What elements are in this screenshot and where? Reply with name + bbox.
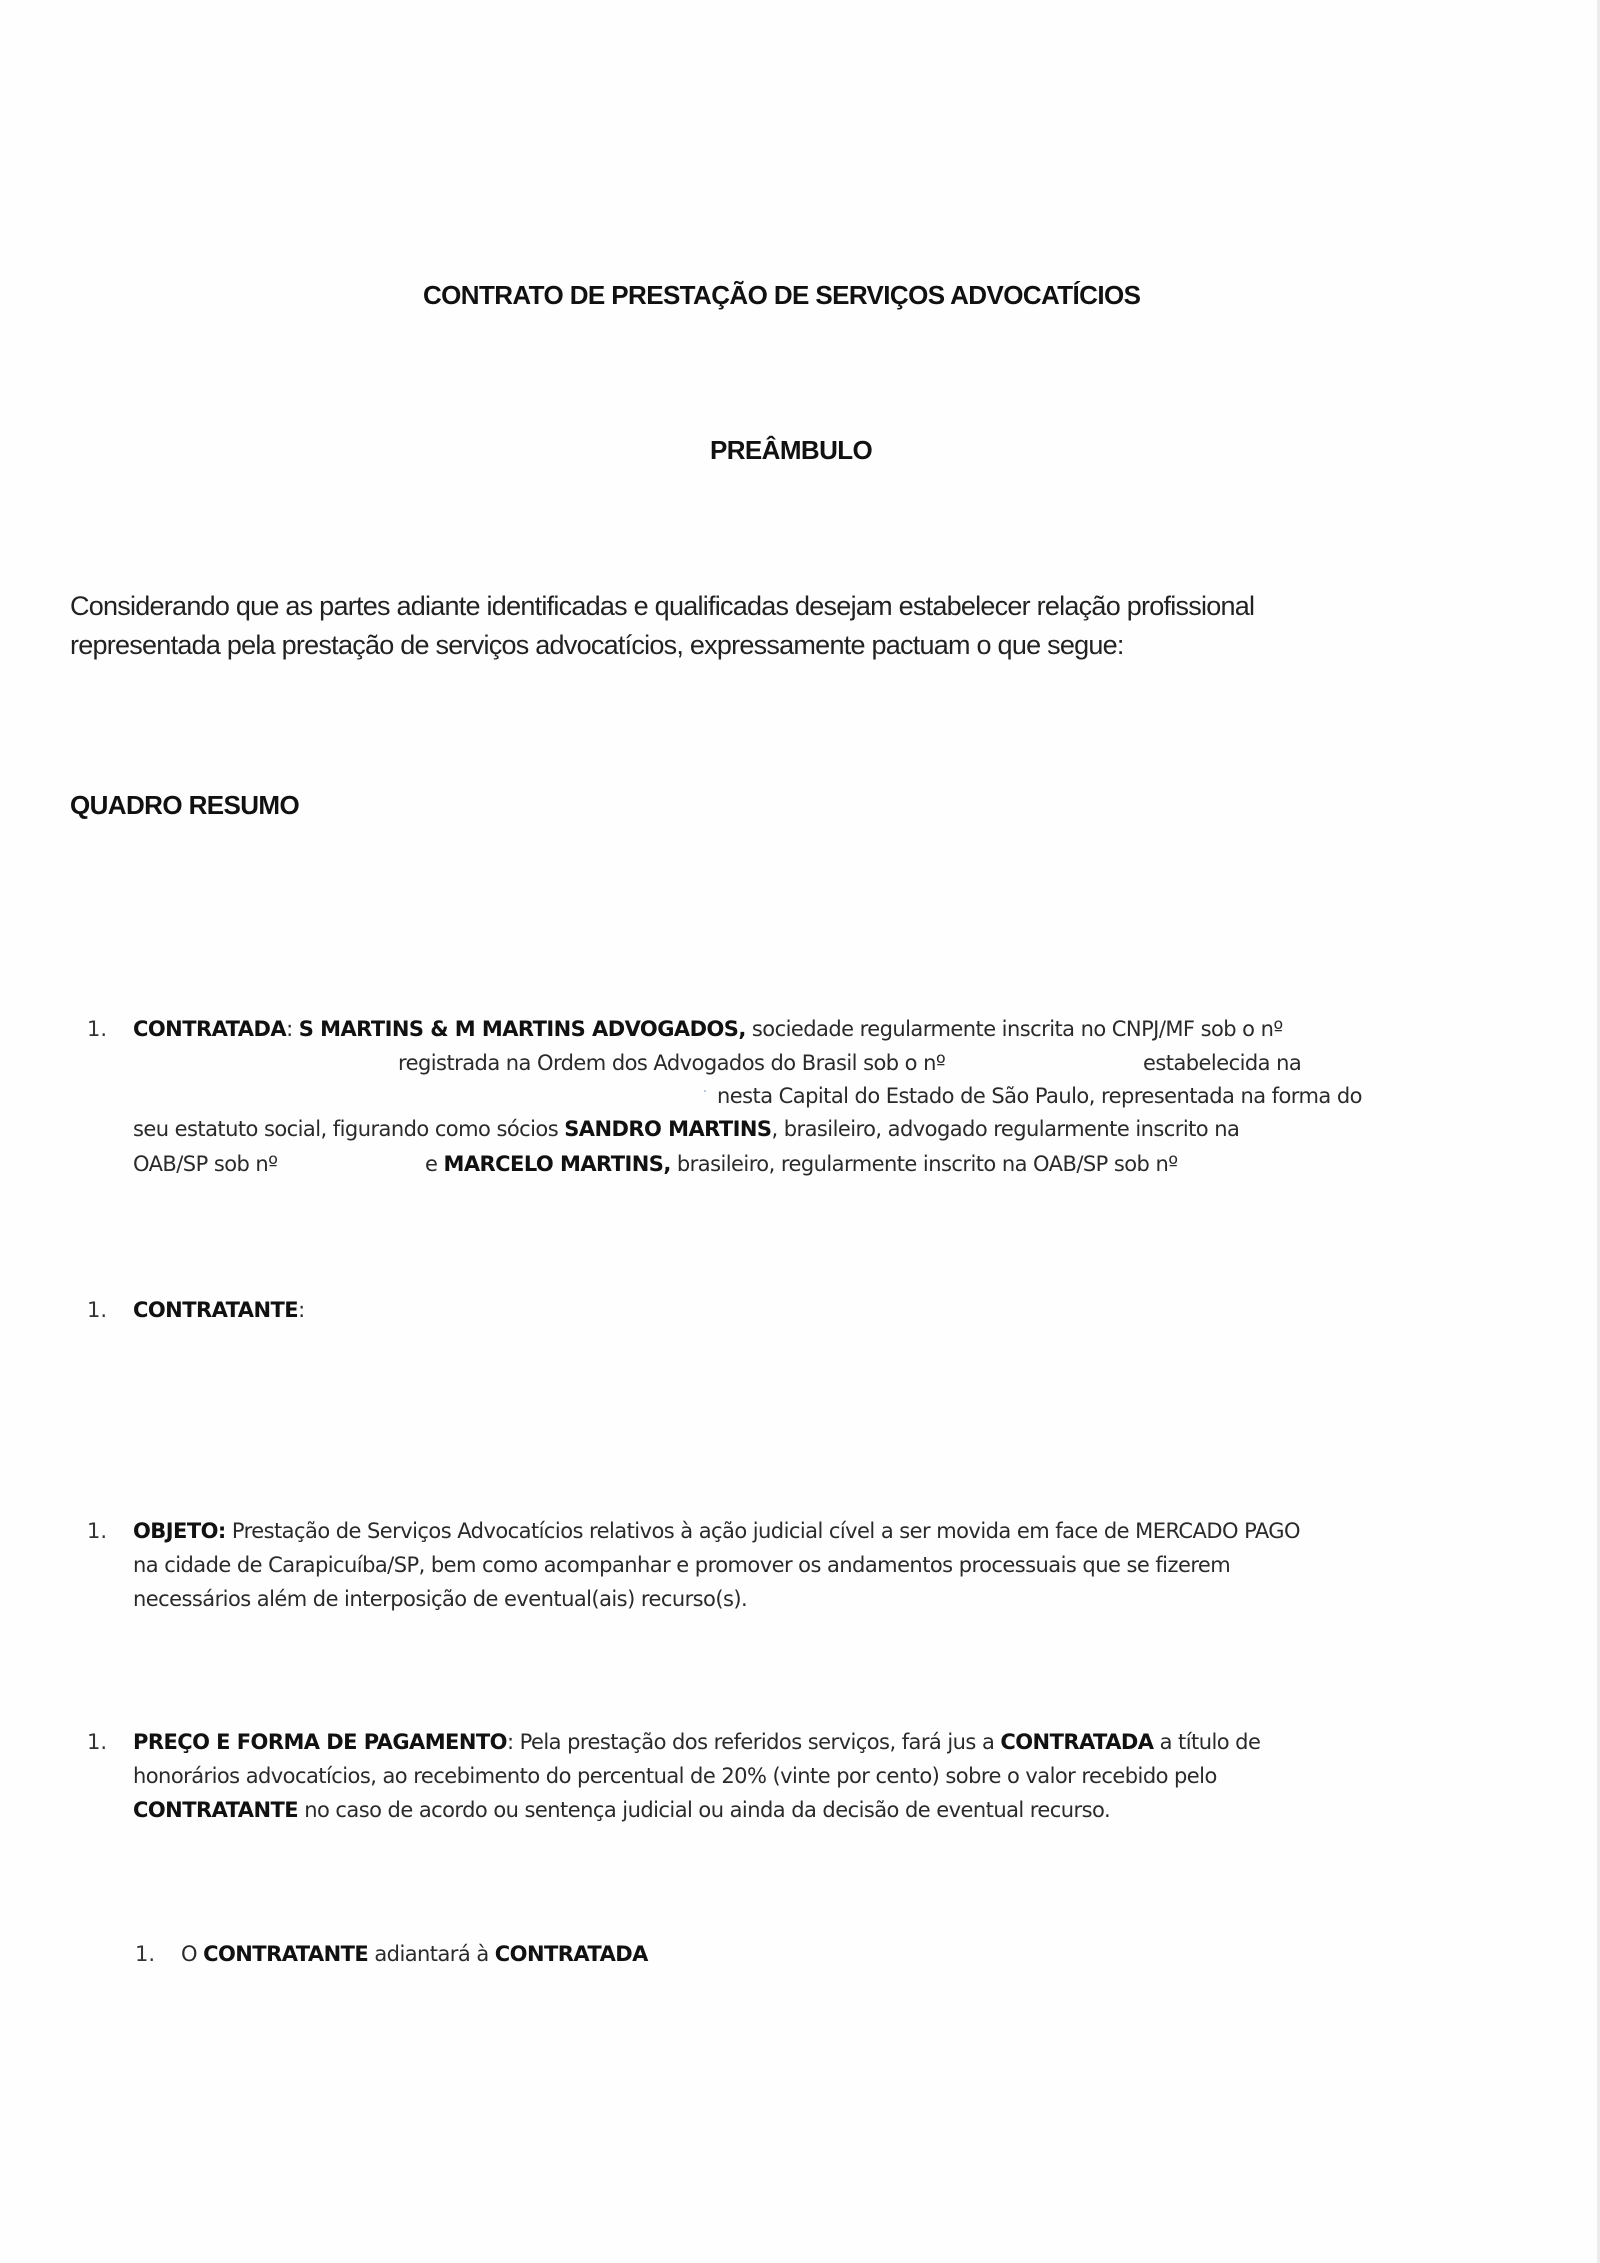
contratada-line-5a: OAB/SP sob nº [133,1152,278,1176]
objeto-line-2: na cidade de Carapicuíba/SP, bem como acompanhar e promover os andamentos processuais que se fizerem [133,1553,1231,1577]
contratada-line-2a: registrada na Ordem dos Advogados do Brasil sob o nº [398,1051,946,1075]
summary-heading: QUADRO RESUMO [70,790,300,820]
list-number: 1. [135,1942,156,1966]
intro-line-1: Considerando que as partes adiante identificadas e qualificadas desejam estabelecer relação profissional [70,591,1255,621]
adiantamento-text-a: O [181,1942,204,1966]
objeto-line-1 [133,1519,1300,1543]
contratada-line-4-text-b: , brasileiro, advogado regularmente inscrito na [771,1117,1240,1141]
list-number: 1. [87,1730,108,1754]
list-number: 1. [87,1519,108,1543]
contratada-line-1-text: sociedade regularmente inscrita no CNPJ/MF sob o nº [745,1017,1283,1041]
preco-line-3-text: no caso de acordo ou sentença judicial ou ainda da decisão de eventual recurso. [298,1798,1111,1822]
preco-contratada-bold: CONTRATADA [1000,1730,1154,1754]
contratada-line-5b [425,1152,1178,1176]
partner-name-sandro: SANDRO MARTINS [564,1117,772,1141]
contratada-line-3: nesta Capital do Estado de São Paulo, representada na forma do [717,1084,1362,1108]
partner-name-marcelo: MARCELO MARTINS, [443,1152,671,1176]
contratada-line-4 [133,1117,1239,1141]
contratada-line-4-text-a: seu estatuto social, figurando como sócios [133,1117,565,1141]
contratada-colon: : [286,1017,293,1041]
adiantamento-line [181,1942,648,1966]
preco-contratante-bold: CONTRATANTE [133,1798,299,1822]
contratante-label: CONTRATANTE [133,1298,299,1322]
preco-line-1 [133,1730,1260,1754]
preco-line-2: honorários advocatícios, ao recebimento do percentual de 20% (vinte por cento) sobre o valor recebido pelo [133,1764,1217,1788]
preco-line-1-text-b: a título de [1153,1730,1261,1754]
list-number: 1. [87,1017,108,1041]
preco-line-1-text-a: : Pela prestação dos referidos serviços, fará jus a [506,1730,1001,1754]
adiantamento-text-b: adiantará à [368,1942,495,1966]
objeto-line-1-text: Prestação de Serviços Advocatícios relativos à ação judicial cível a ser movida em face de MERCADO PAGO [225,1519,1301,1543]
preco-line-3 [133,1798,1110,1822]
contratada-line-2b: estabelecida na [1143,1051,1302,1075]
objeto-label: OBJETO: [133,1519,226,1543]
document-title: CONTRATO DE PRESTAÇÃO DE SERVIÇOS ADVOCATÍCIOS [423,280,1141,310]
preamble-heading: PREÂMBULO [710,435,873,465]
contratada-line-5-text-a: e [425,1152,444,1176]
contratada-label: CONTRATADA [133,1017,287,1041]
adiantamento-contratada-bold: CONTRATADA [494,1942,648,1966]
adiantamento-contratante-bold: CONTRATANTE [203,1942,369,1966]
contratada-line-5-text-b: brasileiro, regularmente inscrito na OAB/SP sob nº [670,1152,1178,1176]
contratada-line-1 [133,1017,1283,1041]
list-number: 1. [87,1298,108,1322]
objeto-line-3: necessários além de interposição de eventual(ais) recurso(s). [133,1587,748,1611]
contratante-line [133,1298,305,1322]
redaction-mark [704,1090,706,1092]
contratada-firm-name: S MARTINS & M MARTINS ADVOGADOS, [298,1017,746,1041]
contratante-colon: : [298,1298,305,1322]
intro-line-2: representada pela prestação de serviços advocatícios, expressamente pactuam o que segue: [70,630,1124,660]
preco-label: PREÇO E FORMA DE PAGAMENTO [133,1730,507,1754]
